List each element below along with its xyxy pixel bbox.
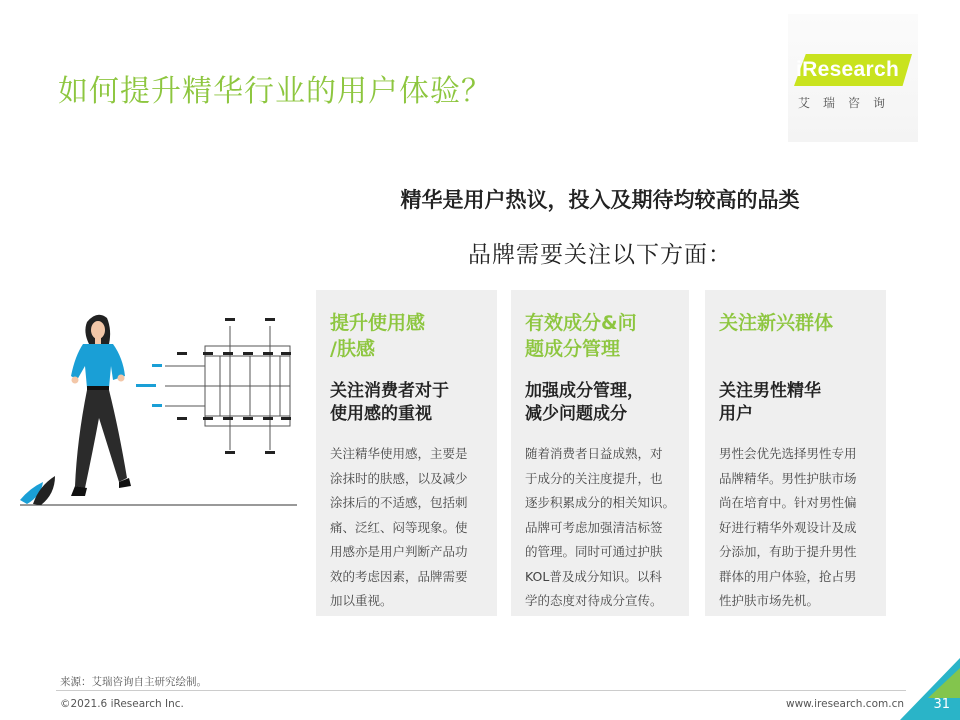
card-subheading-line: 关注消费者对于: [330, 381, 449, 401]
copyright: ©2021.6 iResearch Inc.: [60, 698, 184, 710]
page-title: 如何提升精华行业的用户体验？: [58, 74, 492, 109]
card-body-line: 于成分的关注度提升，也: [525, 470, 663, 486]
card-body-line: 涂抹时的肤感，以及减少: [330, 470, 468, 486]
card-body-line: 品牌可考虑加强清洁标签: [525, 519, 663, 535]
card-body-line: 性护肤市场先机。: [719, 593, 820, 608]
card-comfort: [316, 290, 497, 616]
card-heading-line: 有效成分&问: [525, 312, 637, 334]
card-body: [525, 442, 675, 614]
card-body-line: 群体的用户体验，抢占男: [719, 568, 857, 584]
card-body-line: 品牌精华。男性护肤市场: [719, 470, 857, 486]
card-body-line: 痛、泛红、闷等现象。使: [330, 519, 468, 535]
subheadline: 品牌需要关注以下方面：: [468, 242, 732, 268]
logo-subtitle: 艾瑞咨询: [798, 96, 899, 110]
card-body: [719, 442, 872, 614]
card-subheading-line: 关注男性精华: [719, 381, 821, 401]
page-number: 31: [933, 697, 950, 712]
card-heading-line: 题成分管理: [525, 338, 621, 360]
card-heading: [525, 310, 675, 370]
card-heading-line: 关注新兴群体: [719, 312, 834, 334]
corner-triangle-decoration: [900, 658, 960, 720]
source-note: 来源：艾瑞咨询自主研究绘制。: [60, 676, 207, 688]
card-body-line: 随着消费者日益成熟，对: [525, 446, 663, 461]
card-body: [330, 442, 483, 614]
card-heading: [330, 310, 483, 370]
card-body-line: 涂抹后的不适感，包括刺: [330, 495, 468, 510]
woman-with-flowchart-illustration: [15, 300, 305, 520]
card-subheading: [525, 380, 675, 428]
card-body-line: 用感亦是用户判断产品功: [330, 544, 468, 559]
card-heading-line: 提升使用感: [330, 312, 426, 334]
logo-brand-text: iResearch: [796, 58, 900, 81]
card-body-line: 尚在培育中。针对男性偏: [719, 495, 857, 510]
card-subheading-line: 加强成分管理，: [525, 381, 644, 401]
card-emerging-groups: [705, 290, 886, 616]
website-link[interactable]: www.iresearch.com.cn: [785, 698, 904, 710]
iresearch-logo: [788, 14, 918, 142]
card-body-line: 逐步积累成分的相关知识。: [525, 495, 676, 510]
card-subheading-line: 减少问题成分: [525, 404, 627, 424]
card-body-line: 学的态度对待成分宣传。: [525, 593, 663, 608]
card-subheading: [330, 380, 483, 428]
card-heading-line: /肤感: [330, 338, 375, 360]
card-body-line: 男性会优先选择男性专用: [719, 446, 857, 461]
card-body-line: KOL普及成分知识。以科: [525, 568, 662, 584]
footer-divider: [56, 690, 906, 691]
card-subheading-line: 用户: [719, 404, 753, 424]
card-subheading-line: 使用感的重视: [330, 404, 432, 424]
card-subheading: [719, 380, 872, 428]
card-body-line: 好进行精华外观设计及成: [719, 519, 857, 535]
headline: 精华是用户热议，投入及期待均较高的品类: [400, 188, 800, 212]
card-body-line: 加以重视。: [330, 593, 393, 608]
card-body-line: 的管理。同时可通过护肤: [525, 544, 663, 559]
card-body-line: 关注精华使用感，主要是: [330, 446, 468, 461]
card-heading: [719, 310, 872, 370]
card-ingredients: [511, 290, 689, 616]
card-body-line: 分添加，有助于提升男性: [719, 544, 857, 559]
card-body-line: 效的考虑因素，品牌需要: [330, 568, 468, 584]
